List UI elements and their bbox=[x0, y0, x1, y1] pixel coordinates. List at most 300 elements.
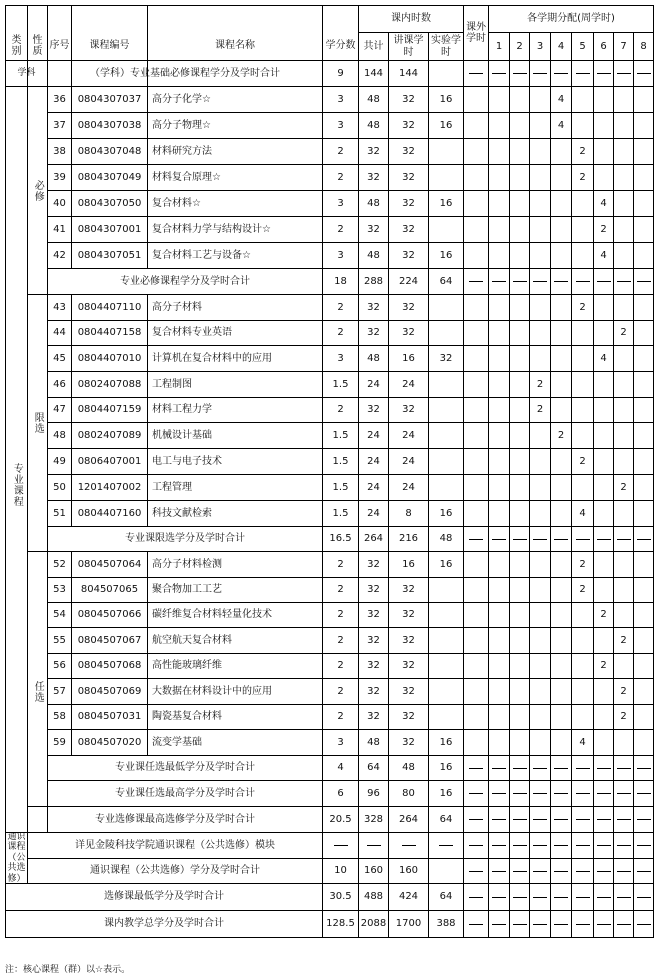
dash-mark bbox=[576, 819, 590, 820]
course-semester-5: 4 bbox=[571, 729, 594, 756]
optional-max-total-lab: 16 bbox=[428, 780, 464, 807]
dash-cell bbox=[593, 806, 614, 833]
dash-mark bbox=[439, 845, 453, 846]
course-semester-1 bbox=[488, 86, 510, 113]
dash-cell bbox=[593, 780, 614, 807]
dash-mark bbox=[513, 281, 527, 282]
course-semester-2 bbox=[509, 216, 530, 243]
course-semester-3 bbox=[529, 653, 551, 679]
course-credits: 2 bbox=[322, 294, 359, 321]
dash-mark bbox=[576, 897, 590, 898]
dash-cell bbox=[463, 858, 489, 884]
course-semester-8 bbox=[633, 164, 654, 191]
course-semester-7 bbox=[613, 242, 634, 269]
course-semester-3 bbox=[529, 422, 551, 449]
course-name: 材料复合原理☆ bbox=[147, 164, 323, 191]
course-extracurricular bbox=[463, 551, 489, 578]
course-code: 0804407159 bbox=[71, 397, 148, 423]
optional-max-total-lecture: 80 bbox=[388, 780, 429, 807]
course-total: 32 bbox=[358, 397, 389, 423]
dash-cell bbox=[428, 832, 464, 859]
course-semester-5 bbox=[571, 678, 594, 705]
dash-cell bbox=[571, 526, 594, 552]
course-extracurricular bbox=[463, 422, 489, 449]
course-extracurricular bbox=[463, 242, 489, 269]
course-semester-5 bbox=[571, 320, 594, 346]
dash-mark bbox=[469, 768, 483, 769]
course-seq: 54 bbox=[47, 602, 72, 628]
course-semester-8 bbox=[633, 320, 654, 346]
dash-cell bbox=[571, 755, 594, 781]
dash-cell bbox=[550, 60, 572, 87]
course-lecture: 16 bbox=[388, 551, 429, 578]
dash-cell bbox=[633, 832, 654, 859]
dash-mark bbox=[617, 845, 631, 846]
course-seq: 59 bbox=[47, 729, 72, 756]
course-semester-8 bbox=[633, 294, 654, 321]
dash-cell bbox=[613, 780, 634, 807]
dash-mark bbox=[576, 924, 590, 925]
course-lab: 16 bbox=[428, 86, 464, 113]
dash-mark bbox=[617, 897, 631, 898]
course-lecture: 32 bbox=[388, 242, 429, 269]
course-semester-1 bbox=[488, 294, 510, 321]
course-lab: 16 bbox=[428, 190, 464, 217]
category-major: 专业课程 bbox=[5, 86, 28, 884]
dash-mark bbox=[637, 73, 651, 74]
course-extracurricular bbox=[463, 397, 489, 423]
course-name: 高分子材料 bbox=[147, 294, 323, 321]
course-code: 0804507067 bbox=[71, 627, 148, 654]
course-semester-3 bbox=[529, 678, 551, 705]
course-seq: 56 bbox=[47, 653, 72, 679]
course-semester-7 bbox=[613, 345, 634, 372]
dash-mark bbox=[617, 768, 631, 769]
course-semester-6 bbox=[593, 164, 614, 191]
course-semester-7: 2 bbox=[613, 678, 634, 705]
dash-cell bbox=[529, 755, 551, 781]
course-semester-7: 2 bbox=[613, 474, 634, 501]
course-semester-1 bbox=[488, 371, 510, 398]
dash-mark bbox=[533, 924, 547, 925]
dash-mark bbox=[576, 845, 590, 846]
course-lab bbox=[428, 602, 464, 628]
category-discipline: 学科 bbox=[5, 60, 48, 87]
course-semester-5: 4 bbox=[571, 500, 594, 527]
dash-mark bbox=[402, 845, 416, 846]
dash-mark bbox=[334, 845, 348, 846]
dash-mark bbox=[617, 793, 631, 794]
elective-max-total-credits: 20.5 bbox=[322, 806, 359, 833]
course-total: 24 bbox=[358, 448, 389, 475]
dash-mark bbox=[513, 768, 527, 769]
course-extracurricular bbox=[463, 678, 489, 705]
course-semester-7 bbox=[613, 448, 634, 475]
course-semester-6 bbox=[593, 627, 614, 654]
dash-cell bbox=[633, 526, 654, 552]
course-semester-5 bbox=[571, 190, 594, 217]
course-lecture: 8 bbox=[388, 500, 429, 527]
course-semester-5 bbox=[571, 216, 594, 243]
course-lab bbox=[428, 474, 464, 501]
course-name: 计算机在复合材料中的应用 bbox=[147, 345, 323, 372]
course-lab bbox=[428, 653, 464, 679]
dash-mark bbox=[617, 73, 631, 74]
course-credits: 2 bbox=[322, 164, 359, 191]
course-credits: 1.5 bbox=[322, 422, 359, 449]
course-total: 24 bbox=[358, 474, 389, 501]
course-semester-8 bbox=[633, 397, 654, 423]
header-nature: 性质 bbox=[27, 5, 48, 87]
course-lecture: 16 bbox=[388, 345, 429, 372]
dash-mark bbox=[617, 819, 631, 820]
dash-mark bbox=[597, 897, 611, 898]
course-credits: 2 bbox=[322, 551, 359, 578]
elective-max-total-total: 328 bbox=[358, 806, 389, 833]
course-semester-3 bbox=[529, 190, 551, 217]
dash-cell bbox=[529, 60, 551, 87]
course-credits: 3 bbox=[322, 345, 359, 372]
dash-cell bbox=[488, 526, 510, 552]
course-name: 电工与电子技术 bbox=[147, 448, 323, 475]
course-semester-8 bbox=[633, 138, 654, 165]
course-semester-7 bbox=[613, 500, 634, 527]
course-semester-4 bbox=[550, 627, 572, 654]
course-credits: 2 bbox=[322, 678, 359, 705]
dash-mark bbox=[492, 897, 506, 898]
course-semester-1 bbox=[488, 704, 510, 730]
course-seq: 49 bbox=[47, 448, 72, 475]
course-semester-4 bbox=[550, 190, 572, 217]
header-in-class-hours: 课内时数 bbox=[358, 5, 464, 33]
dash-mark bbox=[513, 897, 527, 898]
course-credits: 2 bbox=[322, 320, 359, 346]
course-credits: 1.5 bbox=[322, 448, 359, 475]
course-semester-2 bbox=[509, 474, 530, 501]
dash-cell bbox=[529, 268, 551, 295]
course-semester-2 bbox=[509, 500, 530, 527]
header-semester-6: 6 bbox=[593, 32, 614, 61]
course-semester-4 bbox=[550, 138, 572, 165]
dash-cell bbox=[613, 883, 634, 911]
course-semester-4 bbox=[550, 320, 572, 346]
dash-cell bbox=[613, 268, 634, 295]
dash-cell bbox=[488, 60, 510, 87]
course-semester-4 bbox=[550, 371, 572, 398]
course-total: 32 bbox=[358, 653, 389, 679]
dash-mark bbox=[617, 924, 631, 925]
dash-cell bbox=[529, 883, 551, 911]
course-lecture: 32 bbox=[388, 729, 429, 756]
course-semester-1 bbox=[488, 678, 510, 705]
optional-max-total-total: 96 bbox=[358, 780, 389, 807]
course-semester-5: 2 bbox=[571, 551, 594, 578]
course-code: 0802407088 bbox=[71, 371, 148, 398]
course-lab: 16 bbox=[428, 242, 464, 269]
dash-mark bbox=[597, 819, 611, 820]
dash-mark bbox=[469, 845, 483, 846]
limited-total-total: 264 bbox=[358, 526, 389, 552]
course-semester-1 bbox=[488, 551, 510, 578]
course-lab bbox=[428, 577, 464, 603]
dash-cell bbox=[593, 832, 614, 859]
course-credits: 3 bbox=[322, 242, 359, 269]
course-semester-8 bbox=[633, 112, 654, 139]
course-total: 32 bbox=[358, 551, 389, 578]
course-semester-6 bbox=[593, 397, 614, 423]
dash-cell bbox=[550, 832, 572, 859]
course-semester-2 bbox=[509, 448, 530, 475]
course-lecture: 32 bbox=[388, 653, 429, 679]
dash-mark bbox=[576, 281, 590, 282]
dash-cell bbox=[593, 910, 614, 938]
course-semester-6 bbox=[593, 112, 614, 139]
dash-mark bbox=[637, 924, 651, 925]
course-semester-3 bbox=[529, 551, 551, 578]
course-semester-6 bbox=[593, 678, 614, 705]
grand-total-lecture: 1700 bbox=[388, 910, 429, 938]
dash-mark bbox=[637, 281, 651, 282]
course-lecture: 32 bbox=[388, 704, 429, 730]
optional-min-total-total: 64 bbox=[358, 755, 389, 781]
course-semester-8 bbox=[633, 371, 654, 398]
dash-mark bbox=[533, 793, 547, 794]
course-credits: 3 bbox=[322, 190, 359, 217]
course-extracurricular bbox=[463, 500, 489, 527]
course-semester-5: 2 bbox=[571, 164, 594, 191]
course-credits: 2 bbox=[322, 627, 359, 654]
course-name: 聚合物加工工艺 bbox=[147, 577, 323, 603]
header-semester-5: 5 bbox=[571, 32, 594, 61]
course-code: 0804307037 bbox=[71, 86, 148, 113]
header-name: 课程名称 bbox=[147, 5, 323, 87]
course-code: 0804507020 bbox=[71, 729, 148, 756]
course-name: 陶瓷基复合材料 bbox=[147, 704, 323, 730]
course-code: 804507065 bbox=[71, 577, 148, 603]
dash-cell bbox=[509, 526, 530, 552]
course-semester-8 bbox=[633, 242, 654, 269]
course-lecture: 32 bbox=[388, 164, 429, 191]
course-semester-5 bbox=[571, 345, 594, 372]
course-semester-7 bbox=[613, 294, 634, 321]
course-name: 科技文献检索 bbox=[147, 500, 323, 527]
course-lecture: 32 bbox=[388, 627, 429, 654]
dash-mark bbox=[533, 871, 547, 872]
dash-cell bbox=[550, 883, 572, 911]
course-name: 流变学基础 bbox=[147, 729, 323, 756]
course-semester-7 bbox=[613, 602, 634, 628]
course-extracurricular bbox=[463, 190, 489, 217]
course-semester-2 bbox=[509, 729, 530, 756]
course-lecture: 24 bbox=[388, 422, 429, 449]
course-semester-1 bbox=[488, 138, 510, 165]
dash-mark bbox=[637, 539, 651, 540]
course-semester-1 bbox=[488, 577, 510, 603]
course-semester-6: 4 bbox=[593, 242, 614, 269]
course-semester-6: 2 bbox=[593, 602, 614, 628]
course-lab bbox=[428, 320, 464, 346]
course-semester-3 bbox=[529, 448, 551, 475]
course-semester-1 bbox=[488, 112, 510, 139]
course-seq: 37 bbox=[47, 112, 72, 139]
course-seq: 47 bbox=[47, 397, 72, 423]
course-code: 0804507031 bbox=[71, 704, 148, 730]
course-semester-6 bbox=[593, 474, 614, 501]
course-semester-7: 2 bbox=[613, 320, 634, 346]
course-name: 复合材料工艺与设备☆ bbox=[147, 242, 323, 269]
dash-mark bbox=[637, 768, 651, 769]
course-code: 0804507066 bbox=[71, 602, 148, 628]
course-total: 32 bbox=[358, 602, 389, 628]
dash-cell bbox=[509, 268, 530, 295]
dash-cell bbox=[509, 883, 530, 911]
dash-cell bbox=[593, 268, 614, 295]
dash-cell bbox=[358, 832, 389, 859]
nature-required: 必修 bbox=[27, 86, 48, 295]
course-semester-3 bbox=[529, 729, 551, 756]
course-total: 32 bbox=[358, 138, 389, 165]
course-semester-5: 2 bbox=[571, 577, 594, 603]
course-semester-4 bbox=[550, 474, 572, 501]
discipline-required-total-total: 144 bbox=[358, 60, 389, 87]
dash-mark bbox=[617, 539, 631, 540]
course-semester-5: 2 bbox=[571, 448, 594, 475]
course-lab bbox=[428, 678, 464, 705]
course-semester-2 bbox=[509, 320, 530, 346]
course-code: 0804507068 bbox=[71, 653, 148, 679]
dash-mark bbox=[513, 871, 527, 872]
dash-mark bbox=[576, 793, 590, 794]
course-semester-3: 2 bbox=[529, 397, 551, 423]
course-semester-4 bbox=[550, 397, 572, 423]
nature-limited: 限选 bbox=[27, 294, 48, 552]
course-semester-6 bbox=[593, 371, 614, 398]
dash-cell bbox=[488, 806, 510, 833]
elective-min-total-total: 488 bbox=[358, 883, 389, 911]
course-semester-1 bbox=[488, 422, 510, 449]
dash-cell bbox=[509, 60, 530, 87]
dash-mark bbox=[469, 924, 483, 925]
course-semester-8 bbox=[633, 422, 654, 449]
dash-cell bbox=[571, 268, 594, 295]
dash-cell bbox=[593, 858, 614, 884]
header-semester-8: 8 bbox=[633, 32, 654, 61]
course-extracurricular bbox=[463, 216, 489, 243]
dash-cell bbox=[571, 883, 594, 911]
course-lab bbox=[428, 704, 464, 730]
course-semester-7 bbox=[613, 577, 634, 603]
course-code: 0804407110 bbox=[71, 294, 148, 321]
header-semester-3: 3 bbox=[529, 32, 551, 61]
course-semester-7 bbox=[613, 216, 634, 243]
course-credits: 2 bbox=[322, 216, 359, 243]
course-lecture: 32 bbox=[388, 602, 429, 628]
dash-mark bbox=[469, 281, 483, 282]
course-lab: 16 bbox=[428, 500, 464, 527]
dash-cell bbox=[593, 526, 614, 552]
dash-cell bbox=[509, 755, 530, 781]
header-semester-2: 2 bbox=[509, 32, 530, 61]
limited-total-lab: 48 bbox=[428, 526, 464, 552]
course-semester-6 bbox=[593, 138, 614, 165]
course-total: 48 bbox=[358, 345, 389, 372]
course-semester-8 bbox=[633, 500, 654, 527]
course-semester-4 bbox=[550, 500, 572, 527]
course-code: 0804307038 bbox=[71, 112, 148, 139]
dash-cell bbox=[571, 832, 594, 859]
dash-mark bbox=[492, 924, 506, 925]
course-seq: 41 bbox=[47, 216, 72, 243]
course-semester-4 bbox=[550, 602, 572, 628]
dash-mark bbox=[469, 73, 483, 74]
discipline-required-total-credits: 9 bbox=[322, 60, 359, 87]
course-name: 高分子化学☆ bbox=[147, 86, 323, 113]
course-semester-4 bbox=[550, 551, 572, 578]
course-semester-6 bbox=[593, 320, 614, 346]
header-semester-1: 1 bbox=[488, 32, 510, 61]
dash-mark bbox=[597, 73, 611, 74]
course-extracurricular bbox=[463, 371, 489, 398]
dash-cell bbox=[633, 858, 654, 884]
dash-mark bbox=[492, 768, 506, 769]
course-extracurricular bbox=[463, 577, 489, 603]
course-semester-2 bbox=[509, 422, 530, 449]
course-lab bbox=[428, 164, 464, 191]
course-credits: 2 bbox=[322, 704, 359, 730]
course-code: 0806407001 bbox=[71, 448, 148, 475]
course-semester-4 bbox=[550, 294, 572, 321]
course-semester-2 bbox=[509, 627, 530, 654]
dash-mark bbox=[533, 819, 547, 820]
course-semester-3: 2 bbox=[529, 371, 551, 398]
course-semester-6 bbox=[593, 448, 614, 475]
course-total: 48 bbox=[358, 729, 389, 756]
course-extracurricular bbox=[463, 602, 489, 628]
header-seq: 序号 bbox=[47, 5, 72, 87]
course-semester-3 bbox=[529, 164, 551, 191]
course-semester-8 bbox=[633, 653, 654, 679]
required-total-credits: 18 bbox=[322, 268, 359, 295]
course-seq: 39 bbox=[47, 164, 72, 191]
course-semester-2 bbox=[509, 678, 530, 705]
course-total: 32 bbox=[358, 704, 389, 730]
course-semester-1 bbox=[488, 627, 510, 654]
dash-mark bbox=[513, 793, 527, 794]
dash-mark bbox=[617, 281, 631, 282]
course-name: 复合材料力学与结构设计☆ bbox=[147, 216, 323, 243]
course-semester-7 bbox=[613, 551, 634, 578]
course-semester-3 bbox=[529, 86, 551, 113]
course-semester-5 bbox=[571, 704, 594, 730]
dash-mark bbox=[513, 73, 527, 74]
course-semester-7 bbox=[613, 729, 634, 756]
general-module-label: 详见金陵科技学院通识课程（公共选修）模块 bbox=[27, 832, 323, 859]
course-seq: 45 bbox=[47, 345, 72, 372]
course-lecture: 32 bbox=[388, 678, 429, 705]
course-code: 1201407002 bbox=[71, 474, 148, 501]
dash-cell bbox=[633, 60, 654, 87]
course-semester-3 bbox=[529, 345, 551, 372]
dash-cell bbox=[529, 780, 551, 807]
dash-mark bbox=[554, 281, 568, 282]
required-total-total: 288 bbox=[358, 268, 389, 295]
dash-mark bbox=[554, 768, 568, 769]
course-name: 大数据在材料设计中的应用 bbox=[147, 678, 323, 705]
grand-total-total: 2088 bbox=[358, 910, 389, 938]
course-semester-3 bbox=[529, 138, 551, 165]
dash-mark bbox=[554, 845, 568, 846]
course-extracurricular bbox=[463, 729, 489, 756]
